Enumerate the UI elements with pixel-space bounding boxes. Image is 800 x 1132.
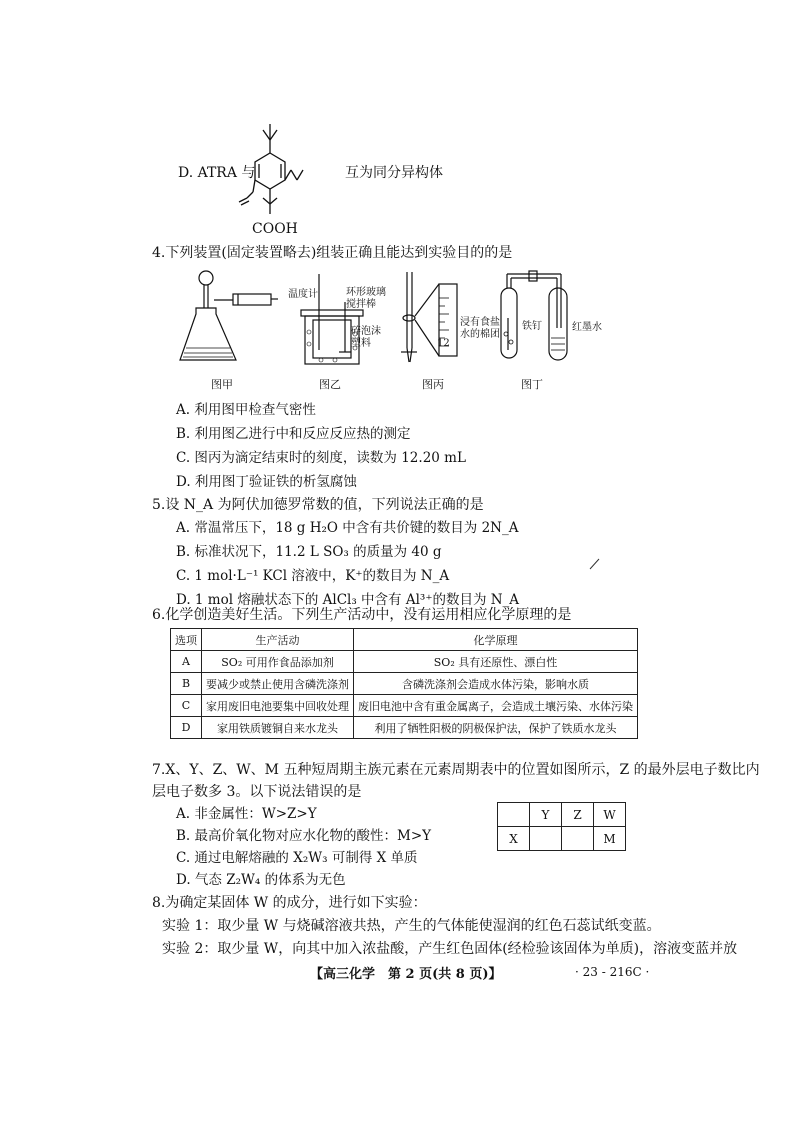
page-footer-title: 【高三化学 第 2 页(共 8 页)】 <box>310 967 502 982</box>
q8-stem: 8.为确定某固体 W 的成分，进行如下实验： <box>152 895 427 911</box>
figure-bing-burette <box>397 270 467 375</box>
q7-option-c: C. 通过电解熔融的 X₂W₃ 可制得 X 单质 <box>176 850 418 866</box>
periodic-table-grid <box>497 802 626 851</box>
row-principle: 含磷洗涤剂会造成水体污染，影响水质 <box>354 673 638 695</box>
row-principle: 废旧电池中含有重金属离子，会造成土壤污染、水体污染 <box>354 695 638 717</box>
grid-cell <box>530 827 562 851</box>
grid-cell: Z <box>562 803 594 827</box>
table-row <box>171 673 638 695</box>
q3-option-d-suffix: 互为同分异构体 <box>345 165 443 181</box>
cotton-label-1: 浸有食盐 <box>460 317 500 328</box>
stirrer-label-2: 搅拌棒 <box>346 299 376 310</box>
row-label: A <box>171 651 202 673</box>
q5-option-c: C. 1 mol·L⁻¹ KCl 溶液中，K⁺的数目为 N_A <box>176 568 450 584</box>
q6-table <box>170 628 638 739</box>
header-option: 选项 <box>171 629 202 651</box>
q6-stem: 6.化学创造美好生活。下列生产活动中，没有运用相应化学原理的是 <box>152 607 572 623</box>
q7-option-a: A. 非金属性：W>Z>Y <box>176 806 317 822</box>
row-activity: 家用废旧电池要集中回收处理 <box>202 695 354 717</box>
q4-option-b: B. 利用图乙进行中和反应反应热的测定 <box>176 426 411 442</box>
grid-cell: M <box>594 827 626 851</box>
grid-row <box>498 803 626 827</box>
row-activity: SO₂ 可用作食品添加剂 <box>202 651 354 673</box>
figure-jia-flask-syringe <box>178 268 283 373</box>
q8-experiment-2: 实验 2：取少量 W，向其中加入浓盐酸，产生红色固体(经检验该固体为单质)，溶液变蓝并放 <box>162 941 738 957</box>
row-label: B <box>171 673 202 695</box>
q4-option-a: A. 利用图甲检查气密性 <box>176 402 316 418</box>
table-row <box>171 717 638 739</box>
cotton-label-2: 水的棉团 <box>460 329 500 340</box>
figure-ding-corrosion <box>495 268 575 368</box>
q5-option-d: D. 1 mol 熔融状态下的 AlCl₃ 中含有 Al³⁺的数目为 N_A <box>176 592 520 608</box>
q4-stem: 4.下列装置(固定装置略去)组装正确且能达到实验目的的是 <box>152 245 513 261</box>
grid-cell <box>562 827 594 851</box>
q3-option-d-prefix: D. ATRA 与 <box>178 165 256 181</box>
nail-label: 铁钉 <box>522 321 542 332</box>
grid-row <box>498 827 626 851</box>
table-header-row <box>171 629 638 651</box>
q7-option-b: B. 最高价氧化物对应水化物的酸性：M>Y <box>176 828 432 844</box>
table-row <box>171 651 638 673</box>
header-principle: 化学原理 <box>354 629 638 651</box>
q5-option-a: A. 常温常压下，18 g H₂O 中含有共价键的数目为 2N_A <box>176 520 519 536</box>
grid-cell: Y <box>530 803 562 827</box>
figure-ding-label: 图丁 <box>521 378 543 391</box>
stirrer-label-1: 环形玻璃 <box>346 287 386 298</box>
table-row <box>171 695 638 717</box>
foam-label-2: 塑料 <box>351 338 371 349</box>
page-footer-code: · 23 - 216C · <box>575 965 650 979</box>
q7-stem-line1: 7.X、Y、Z、W、M 五种短周期主族元素在元素周期表中的位置如图所示，Z 的最外层电子数比内 <box>152 762 760 778</box>
foam-label-1: 碎泡沫 <box>351 326 381 337</box>
thermometer-label: 温度计 <box>288 289 318 300</box>
cooh-label: COOH <box>252 221 298 237</box>
q5-stem: 5.设 N_A 为阿伏加德罗常数的值，下列说法正确的是 <box>152 497 484 513</box>
row-activity: 家用铁质镀铜自来水龙头 <box>202 717 354 739</box>
q7-option-d: D. 气态 Z₂W₄ 的体系为无色 <box>176 872 346 888</box>
grid-cell <box>498 803 530 827</box>
row-principle: 利用了牺牲阳极的阴极保护法，保护了铁质水龙头 <box>354 717 638 739</box>
figure-jia-label: 图甲 <box>211 378 233 391</box>
q5-option-b: B. 标准状况下，11.2 L SO₃ 的质量为 40 g <box>176 544 442 560</box>
grid-cell: W <box>594 803 626 827</box>
grid-cell: X <box>498 827 530 851</box>
q7-stem-line2: 层电子数多 3。以下说法错误的是 <box>152 784 362 800</box>
row-label: D <box>171 717 202 739</box>
figure-bing-label: 图丙 <box>422 378 444 391</box>
row-principle: SO₂ 具有还原性、漂白性 <box>354 651 638 673</box>
q4-option-c: C. 图丙为滴定结束时的刻度，读数为 12.20 mL <box>176 450 466 466</box>
row-activity: 要减少或禁止使用含磷洗涤剂 <box>202 673 354 695</box>
q8-experiment-1: 实验 1：取少量 W 与烧碱溶液共热，产生的气体能使湿润的红色石蕊试纸变蓝。 <box>162 918 661 934</box>
header-activity: 生产活动 <box>202 629 354 651</box>
red-ink-label: 红墨水 <box>572 322 602 333</box>
figure-yi-label: 图乙 <box>319 378 341 391</box>
row-label: C <box>171 695 202 717</box>
q4-option-d: D. 利用图丁验证铁的析氢腐蚀 <box>176 474 357 490</box>
pen-mark <box>588 557 602 571</box>
burette-reading: 12 <box>437 338 450 349</box>
